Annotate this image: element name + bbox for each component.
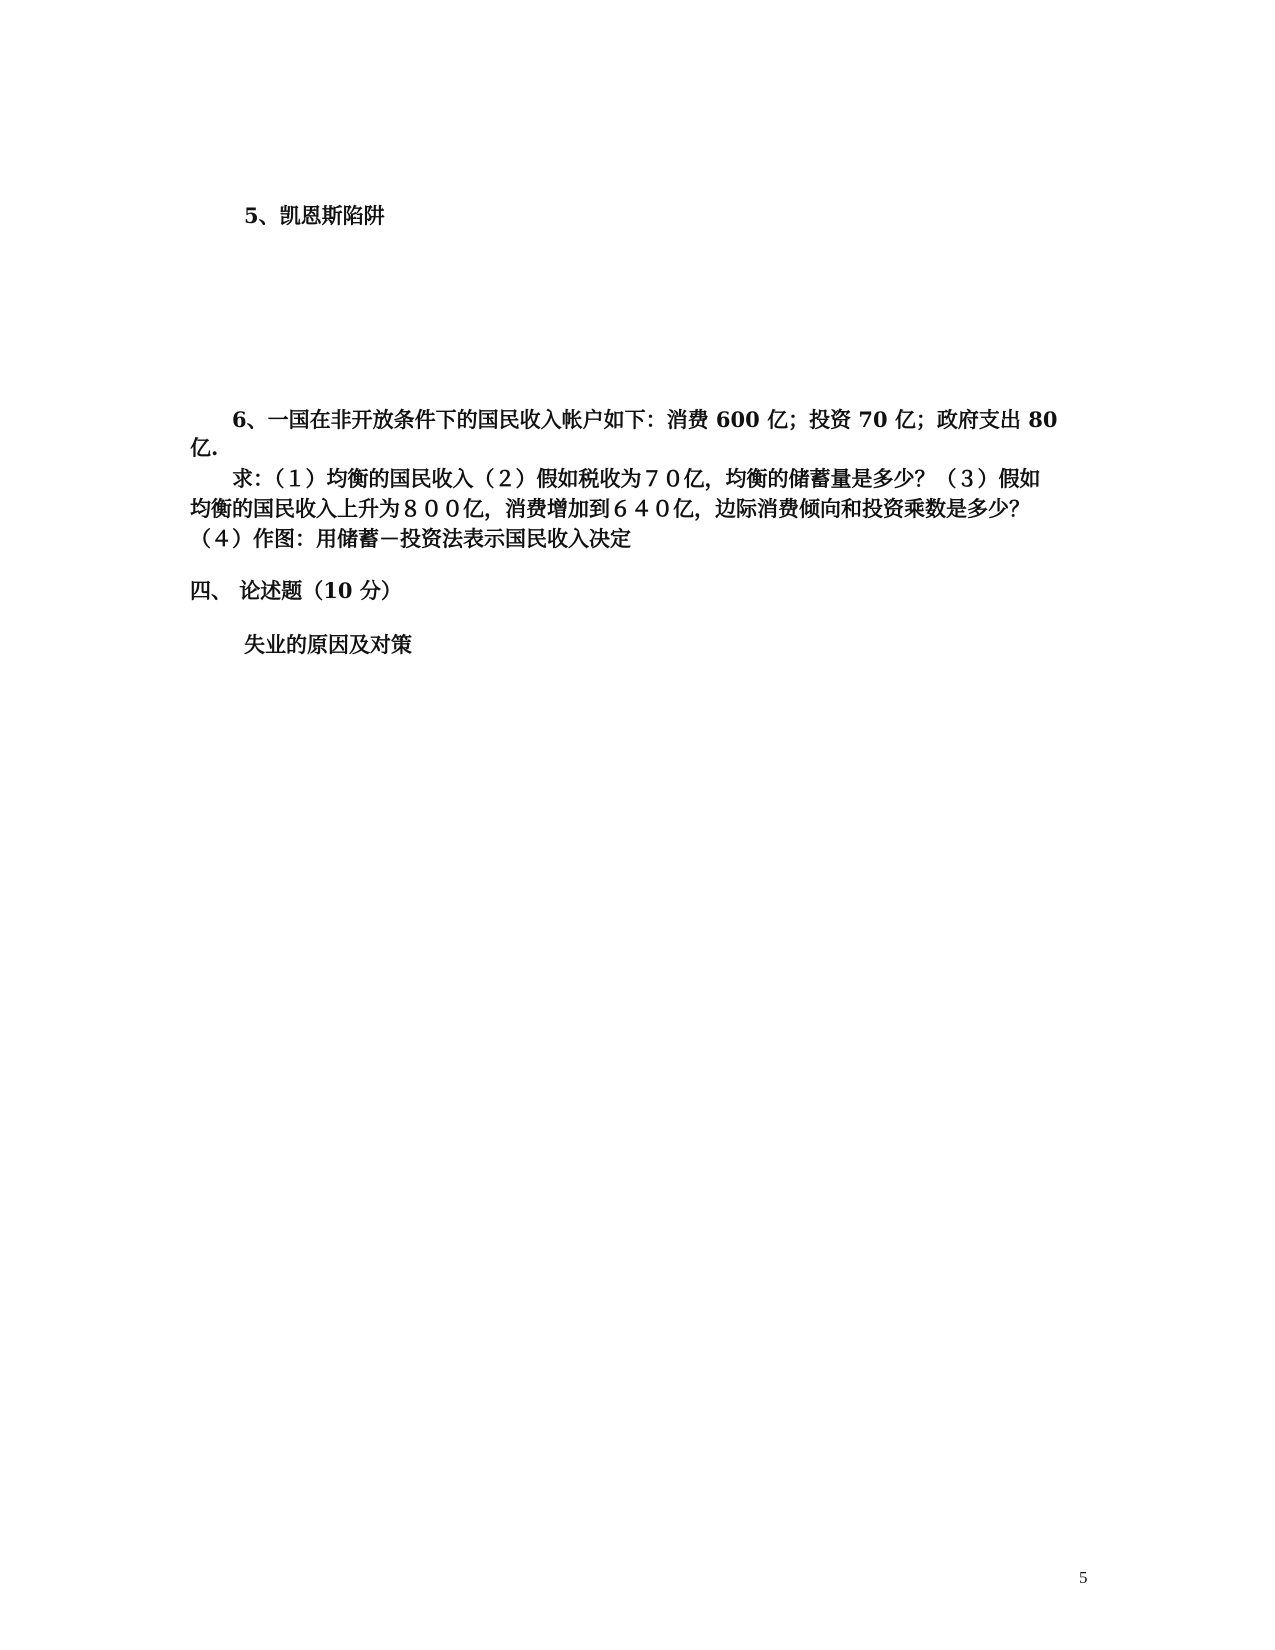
- page-number: 5: [1079, 1568, 1088, 1587]
- question-6-line-2: 亿.: [190, 435, 219, 460]
- essay-topic: 失业的原因及对策: [244, 632, 412, 657]
- question-5-title: 5、凯恩斯陷阱: [244, 203, 385, 228]
- question-6-line-3: 求：（１）均衡的国民收入（２）假如税收为７０亿，均衡的储蓄量是多少？（３）假如: [232, 466, 1041, 491]
- question-6-line-4: 均衡的国民收入上升为８００亿，消费增加到６４０亿，边际消费倾向和投资乘数是多少？: [190, 496, 1030, 521]
- question-6-line-5: （４）作图：用储蓄－投资法表示国民收入决定: [190, 526, 631, 551]
- question-6-line-1: 6、一国在非开放条件下的国民收入帐户如下：消费 600 亿；投资 70 亿；政府支出 80: [232, 407, 1058, 432]
- section-4-heading: 四、 论述题（10 分）: [190, 578, 402, 603]
